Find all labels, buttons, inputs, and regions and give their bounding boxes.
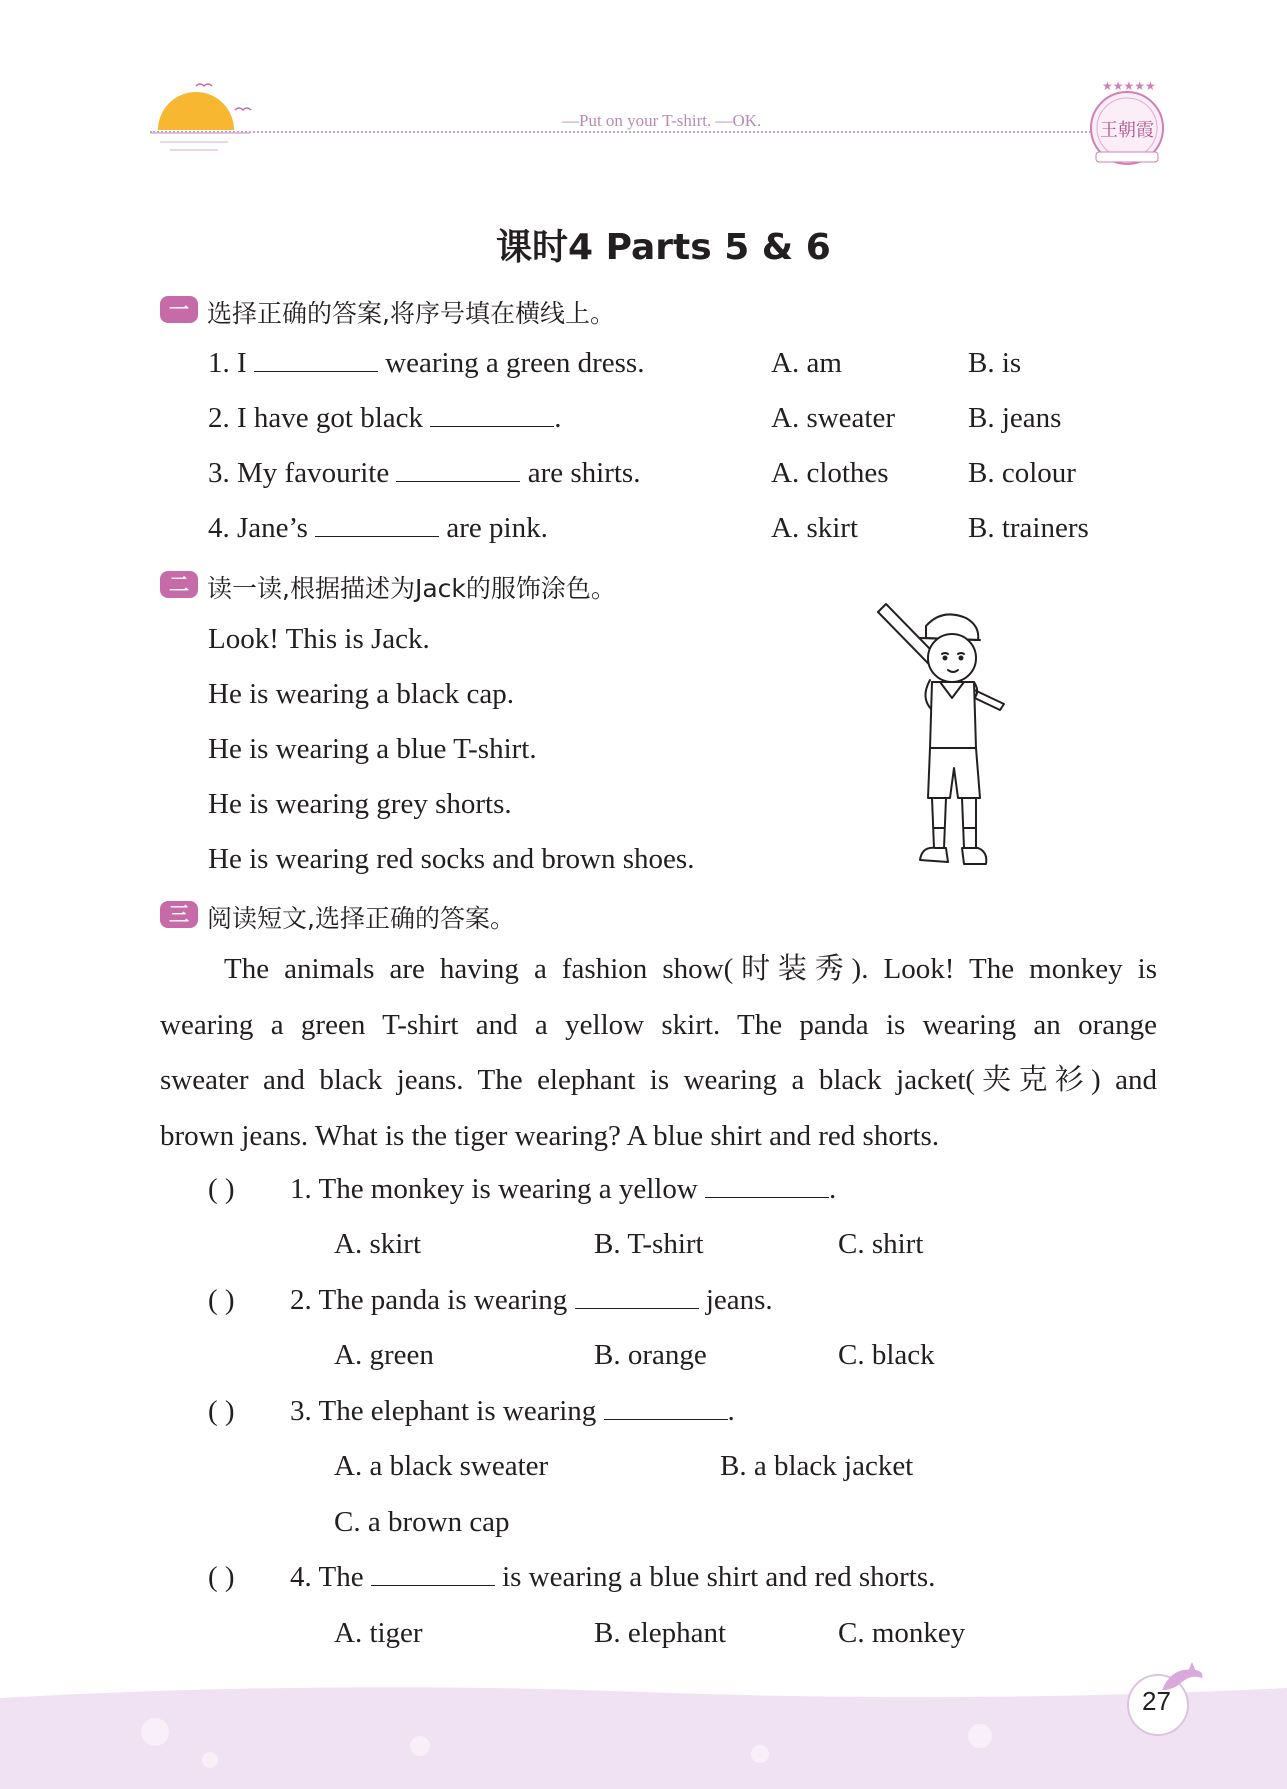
header-text: —Put on your T-shirt. —OK. <box>562 111 762 130</box>
option-a: A. a black sweater <box>334 1450 549 1482</box>
question: 3. The elephant is wearing . <box>290 1395 735 1427</box>
answer-paren[interactable]: ( ) <box>208 1284 235 1316</box>
answer-blank[interactable] <box>396 459 520 482</box>
page-title: 课时4 Parts 5 & 6 <box>496 227 831 268</box>
logo-text: 王朝霞 <box>1100 120 1154 141</box>
answer-paren[interactable]: ( ) <box>208 1561 235 1593</box>
answer-blank[interactable] <box>575 1286 699 1309</box>
section-badge-3: 三 <box>160 901 198 928</box>
jack-illustration[interactable] <box>870 598 1020 878</box>
svg-text:★★★★★: ★★★★★ <box>1102 79 1156 93</box>
passage-line: wearing a green T-shirt and a yellow skirt. The panda is wearing an orange <box>160 1008 1157 1041</box>
section2-instruction: 读一读,根据描述为Jack的服饰涂色。 <box>207 574 616 603</box>
option-c: C. monkey <box>838 1617 966 1649</box>
option-b: B. is <box>968 347 1022 379</box>
option-b: B. jeans <box>968 402 1062 434</box>
option-a: A. am <box>771 347 842 379</box>
question: 1. The monkey is wearing a yellow . <box>290 1173 837 1205</box>
reading-passage <box>160 942 1157 1164</box>
question: 2. The panda is wearing jeans. <box>290 1284 773 1316</box>
section-badge-2: 二 <box>160 571 198 598</box>
brand-logo <box>1082 78 1172 170</box>
answer-blank[interactable] <box>604 1397 728 1420</box>
option-b: B. T-shirt <box>594 1228 704 1260</box>
answer-blank[interactable] <box>705 1175 829 1198</box>
passage-line: sweater and black jeans. The elephant is wearing a black jacket(夹克衫) and <box>160 1064 1157 1096</box>
option-a: A. skirt <box>771 512 858 544</box>
passage-line: The animals are having a fashion show(时装秀). Look! The monkey is <box>224 953 1157 985</box>
description-line: He is wearing red socks and brown shoes. <box>208 843 695 875</box>
list-item: 2. I have got black . <box>208 402 562 434</box>
description-line: He is wearing a black cap. <box>208 678 514 710</box>
list-item: 3. My favourite are shirts. <box>208 457 641 489</box>
section3-instruction: 阅读短文,选择正确的答案。 <box>207 904 515 933</box>
option-c: C. shirt <box>838 1228 924 1260</box>
list-item: 1. I wearing a green dress. <box>208 347 645 379</box>
option-b: B. orange <box>594 1339 707 1371</box>
option-b: B. trainers <box>968 512 1089 544</box>
section-badge-1: 一 <box>160 296 198 323</box>
option-b: B. colour <box>968 457 1076 489</box>
option-b: B. a black jacket <box>720 1450 914 1482</box>
description-line: He is wearing grey shorts. <box>208 788 512 820</box>
option-c: C. black <box>838 1339 935 1371</box>
option-a: A. clothes <box>771 457 889 489</box>
option-a: A. green <box>334 1339 434 1371</box>
footer-bubbles <box>0 1680 1287 1789</box>
description-line: Look! This is Jack. <box>208 623 430 655</box>
list-item: 4. Jane’s are pink. <box>208 512 548 544</box>
passage-line: brown jeans. What is the tiger wearing? A blue shirt and red shorts. <box>160 1119 940 1152</box>
sunset-icon <box>140 70 260 155</box>
answer-blank[interactable] <box>430 404 554 427</box>
option-b: B. elephant <box>594 1617 727 1649</box>
header-dotted-line <box>150 131 1095 133</box>
option-a: A. skirt <box>334 1228 421 1260</box>
description-line: He is wearing a blue T-shirt. <box>208 733 537 765</box>
option-a: A. sweater <box>771 402 896 434</box>
option-a: A. tiger <box>334 1617 423 1649</box>
answer-blank[interactable] <box>315 514 439 537</box>
answer-blank[interactable] <box>254 349 378 372</box>
option-c: C. a brown cap <box>334 1506 510 1538</box>
answer-paren[interactable]: ( ) <box>208 1395 235 1427</box>
question: 4. The is wearing a blue shirt and red shorts. <box>290 1561 936 1593</box>
answer-paren[interactable]: ( ) <box>208 1173 235 1205</box>
answer-blank[interactable] <box>371 1563 495 1586</box>
page-number: 27 <box>1142 1686 1171 1716</box>
section1-instruction: 选择正确的答案,将序号填在横线上。 <box>207 299 615 328</box>
footer-band <box>0 1680 1287 1789</box>
